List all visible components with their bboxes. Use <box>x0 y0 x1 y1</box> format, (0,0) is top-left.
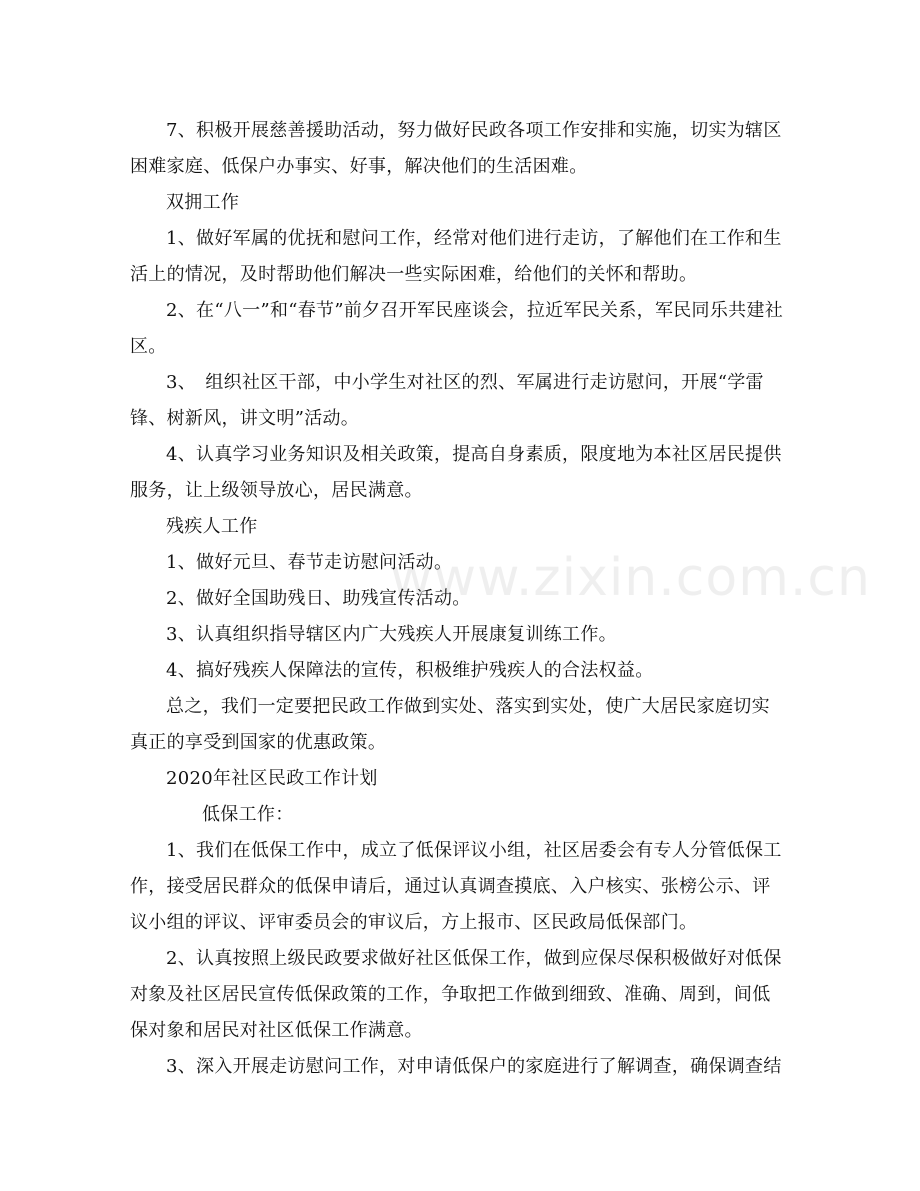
paragraph-disabled-2: 2、做好全国助残日、助残宣传活动。 <box>166 588 471 609</box>
paragraph-disabled-3: 3、认真组织指导辖区内广大残疾人开展康复训练工作。 <box>166 624 617 645</box>
paragraph-dibao-2: 2、认真按照上级民政要求做好社区低保工作，做到应保尽保积极做好对低保对象及社区居民宣传低保政策的工作，争取把工作做到细致、准确、周到，间低保对象和居民对社区低保工作满意。 <box>130 948 782 1041</box>
paragraph-disabled-4: 4、搞好残疾人保障法的宣传，积极维护残疾人的合法权益。 <box>166 660 654 681</box>
paragraph-conclusion: 总之，我们一定要把民政工作做到实处、落实到实处，使广大居民家庭切实真正的享受到国家的优惠政策。 <box>130 696 770 753</box>
section-heading-dibao: 低保工作： <box>202 804 294 825</box>
paragraph-study: 4、认真学习业务知识及相关政策，提高自身素质，限度地为本社区居民提供服务，让上级领导放心，居民满意。 <box>130 444 782 501</box>
paragraph-charity: 7、积极开展慈善援助活动，努力做好民政各项工作安排和实施，切实为辖区困难家庭、低保户办事实、好事，解决他们的生活困难。 <box>130 120 782 177</box>
paragraph-dibao-1: 1、我们在低保工作中，成立了低保评议小组，社区居委会有专人分管低保工作，接受居民群众的低保申请后，通过认真调查摸底、入户核实、张榜公示、评议小组的评议、评审委员会的审议后，方上报市、区民政局低保部门。 <box>130 840 782 933</box>
watermark: www.zixin.com.cn <box>390 548 871 608</box>
document-body <box>130 113 785 1085</box>
section-heading-disabled: 残疾人工作 <box>166 516 258 537</box>
paragraph-visit: 3、 组织社区干部，中小学生对社区的烈、军属进行走访慰问，开展“学雷锋、树新风，讲文明”活动。 <box>130 372 764 429</box>
plan-title: 2020年社区民政工作计划 <box>166 768 378 789</box>
paragraph-symposium: 2、在“八一”和“春节”前夕召开军民座谈会，拉近军民关系，军民同乐共建社区。 <box>130 300 784 357</box>
section-heading-shuangyong: 双拥工作 <box>166 192 240 213</box>
paragraph-dibao-3: 3、深入开展走访慰问工作，对申请低保户的家庭进行了解调查，确保调查结 <box>166 1056 782 1077</box>
paragraph-disabled-1: 1、做好元旦、春节走访慰问活动。 <box>166 552 453 573</box>
paragraph-military-care: 1、做好军属的优抚和慰问工作，经常对他们进行走访，了解他们在工作和生活上的情况，及时帮助他们解决一些实际困难，给他们的关怀和帮助。 <box>130 228 782 285</box>
